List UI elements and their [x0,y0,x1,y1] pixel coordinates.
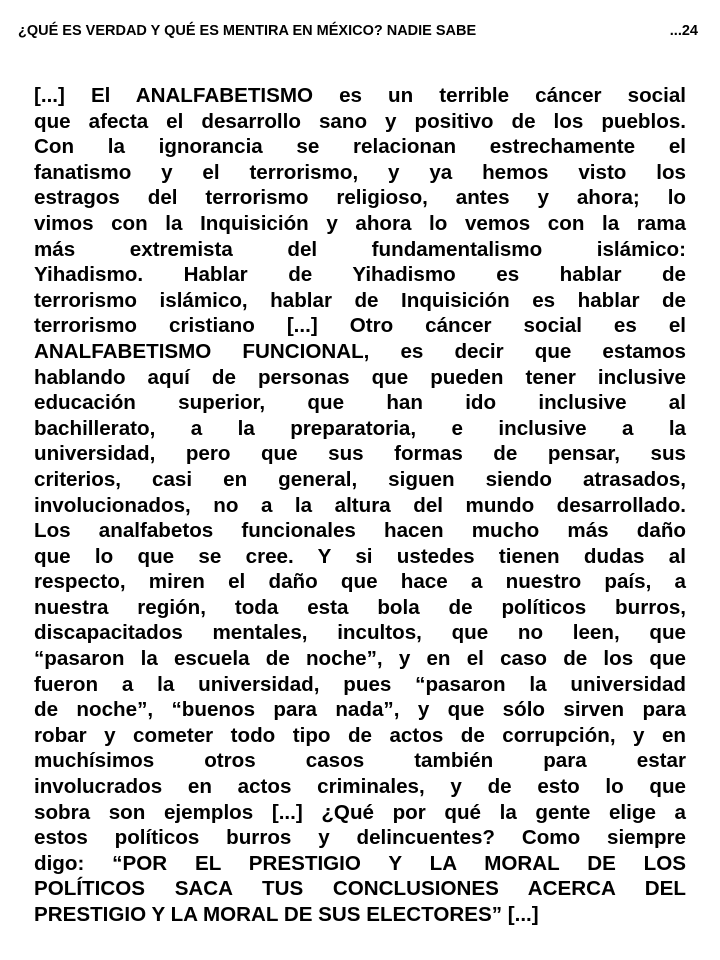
text-line: Yihadismo. Hablar de Yihadismo es hablar de [34,263,686,287]
text-line: [...] El ANALFABETISMO es un terrible cáncer social [34,84,686,107]
text-line: educación superior, que han ido inclusive al [34,391,686,415]
text-line: hablando aquí de personas que pueden tener inclusive [34,365,686,389]
text-line: de noche”, “buenos para nada”, y que sólo sirven para [34,698,686,722]
body-text [34,83,686,928]
text-line: vimos con la Inquisición y ahora lo vemos con la rama [34,211,686,235]
text-line: involucrados en actos criminales, y de esto lo que [34,775,686,799]
text-line: más extremista del fundamentalismo islámico: [34,237,686,261]
text-line: fueron a la universidad, pues “pasaron la universidad [34,672,686,696]
text-line: terrorismo cristiano [...] Otro cáncer social es el [34,314,686,338]
header-title: ¿QUÉ ES VERDAD Y QUÉ ES MENTIRA EN MÉXICO? NADIE SABE [18,23,477,39]
text-line: sobra son ejemplos [...] ¿Qué por qué la gente elige a [34,800,686,824]
text-line: PRESTIGIO Y LA MORAL DE SUS ELECTORES” [...] [34,903,539,926]
text-line: bachillerato, a la preparatoria, e inclusive a la [34,416,686,440]
text-line: POLÍTICOS SACA TUS CONCLUSIONES ACERCA DEL [34,877,686,901]
text-line: que afecta el desarrollo sano y positivo de los pueblos. [34,109,686,133]
text-line: ANALFABETISMO FUNCIONAL, es decir que estamos [34,339,686,363]
text-line: involucionados, no a la altura del mundo desarrollado. [34,493,686,517]
page-number: ...24 [669,23,698,39]
text-line: nuestra región, toda esta bola de políticos burros, [34,595,686,619]
text-line: muchísimos otros casos también para estar [34,749,686,773]
text-line: Los analfabetos funcionales hacen mucho más daño [34,519,686,543]
text-line: estragos del terrorismo religioso, antes y ahora; lo [34,186,686,210]
text-line: robar y cometer todo tipo de actos de corrupción, y en [34,723,686,747]
page-header [18,20,698,42]
text-line: “pasaron la escuela de noche”, y en el caso de los que [34,647,686,671]
text-line: respecto, miren el daño que hace a nuestro país, a [34,570,686,594]
text-line: digo: “POR EL PRESTIGIO Y LA MORAL DE LOS [34,851,686,875]
text-line: universidad, pero que sus formas de pensar, sus [34,442,686,466]
text-line: fanatismo y el terrorismo, y ya hemos visto los [34,160,686,184]
text-line: estos políticos burros y delincuentes? Como siempre [34,826,686,850]
text-line: discapacitados mentales, incultos, que no leen, que [34,621,686,645]
text-line: que lo que se cree. Y si ustedes tienen dudas al [34,544,686,568]
text-line: Con la ignorancia se relacionan estrechamente el [34,135,686,159]
text-line: criterios, casi en general, siguen siendo atrasados, [34,467,686,491]
text-line: terrorismo islámico, hablar de Inquisición es hablar de [34,288,686,312]
